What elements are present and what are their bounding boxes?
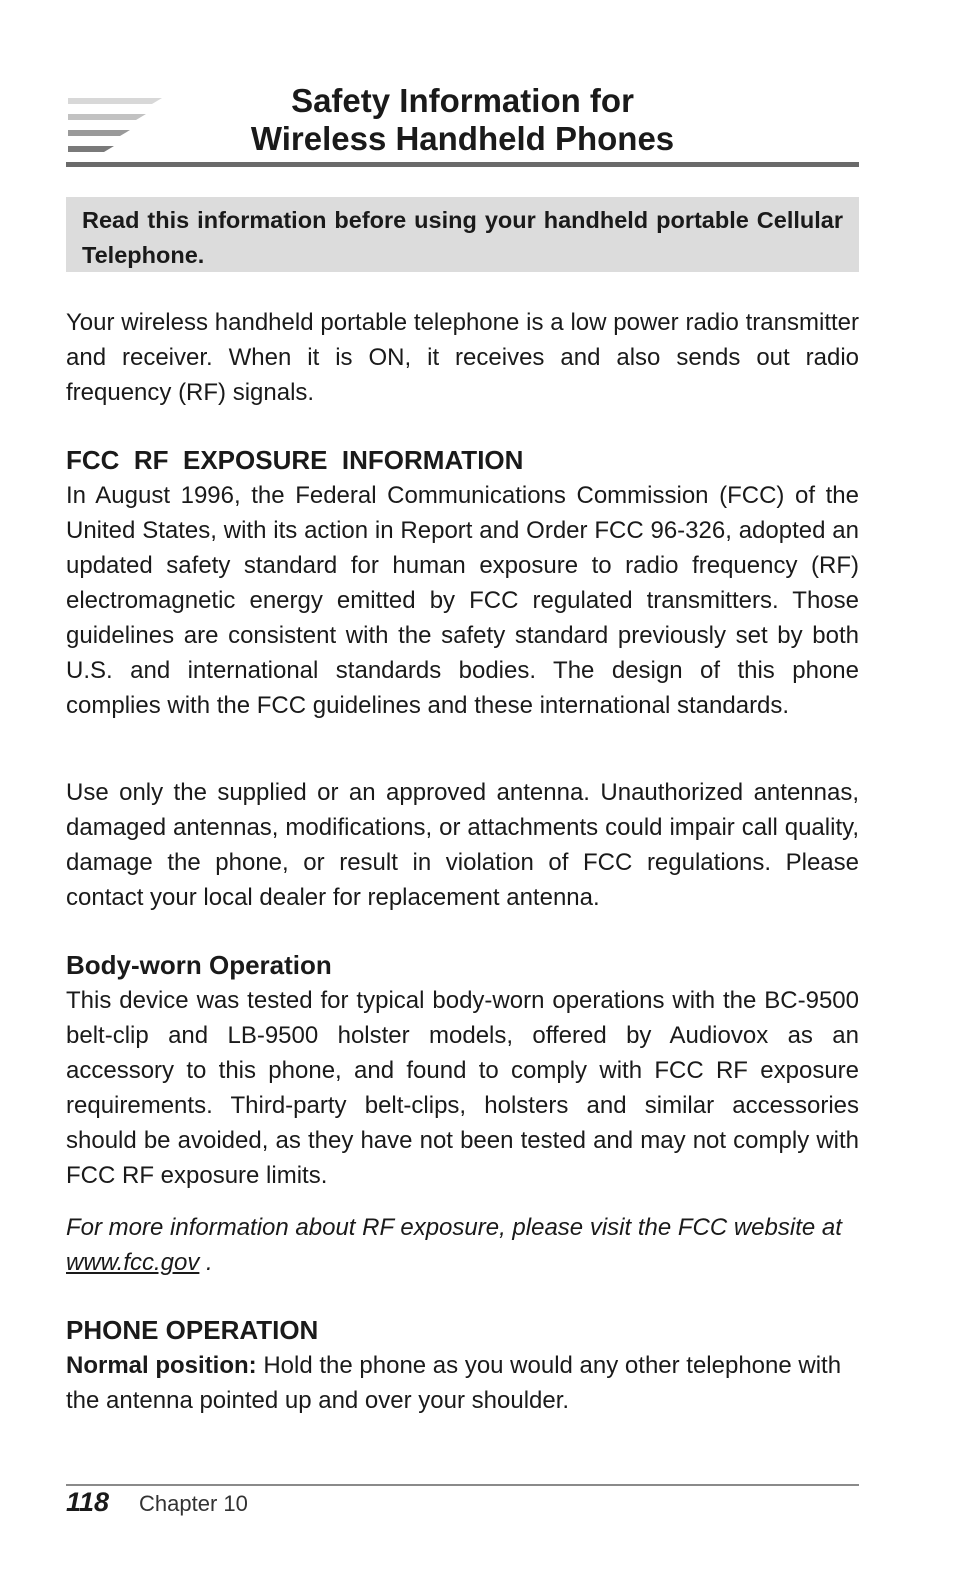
intro-section (66, 305, 859, 410)
page-title-line-2: Wireless Handheld Phones (250, 120, 675, 157)
body-worn-paragraph: This device was tested for typical body-worn operations with the BC-9500 belt-clip and LB-9500 holster models, offered by Audiovox as an accessory to this phone, and found to comply with FCC RF exposure requirements. Third-party belt-clips, holsters and similar accessories should be avoided, as they have not been tested and may not comply with FCC RF exposure limits. (66, 987, 859, 1189)
fcc-paragraph-2: Use only the supplied or an approved antenna. Unauthorized antennas, damaged antennas, modifications, or attachments could impair call quality, damage the phone, or result in violation of FCC regulations. Please contact your local dealer for replacement antenna. (66, 779, 859, 911)
warning-callout: Read this information before using your handheld portable Cellular Telephone. (66, 197, 859, 272)
normal-position-label: Normal position: (66, 1352, 257, 1379)
footer-rule (66, 1484, 859, 1486)
more-info-text: For more information about RF exposure, please visit the FCC website at (66, 1214, 842, 1241)
page-title (66, 82, 859, 158)
chapter-label: Chapter 10 (139, 1491, 248, 1516)
more-info-trailing: . (199, 1249, 213, 1276)
more-info-section (66, 1210, 859, 1280)
more-info-paragraph (66, 1210, 859, 1280)
page-footer (66, 1487, 248, 1523)
fcc-website-link[interactable]: www.fcc.gov (66, 1249, 200, 1276)
intro-paragraph: Your wireless handheld portable telephone is a low power radio transmitter and receiver. When it is ON, it receives and also sends out radio frequency (RF) signals. (66, 309, 859, 406)
page-header (66, 0, 859, 170)
body-worn-section (66, 948, 859, 1193)
page-title-line-1: Safety Information for (291, 82, 634, 119)
fcc-section (66, 443, 859, 723)
manual-page (66, 0, 859, 1517)
fcc-heading: FCC RF EXPOSURE INFORMATION (66, 445, 524, 475)
body-worn-heading: Body-worn Operation (66, 950, 332, 980)
phone-operation-section (66, 1313, 859, 1418)
fcc-paragraph-1: In August 1996, the Federal Communications Commission (FCC) of the United States, with its action in Report and Order FCC 96-326, adopted an updated safety standard for human exposure to radio frequency (RF) electromagnetic energy emitted by FCC regulated transmitters. Those guidelines are consistent with the safety standard previously set by both U.S. and international standards bodies. The design of this phone complies with the FCC guidelines and these international standards. (66, 482, 859, 719)
phone-operation-paragraph (66, 1348, 859, 1418)
phone-operation-heading: PHONE OPERATION (66, 1315, 319, 1345)
page-number: 118 (66, 1487, 110, 1517)
antenna-section (66, 775, 859, 915)
header-rule (66, 162, 859, 167)
normal-position-text: Hold the phone as you would any other telephone with the antenna pointed up and over your shoulder. (66, 1352, 842, 1414)
